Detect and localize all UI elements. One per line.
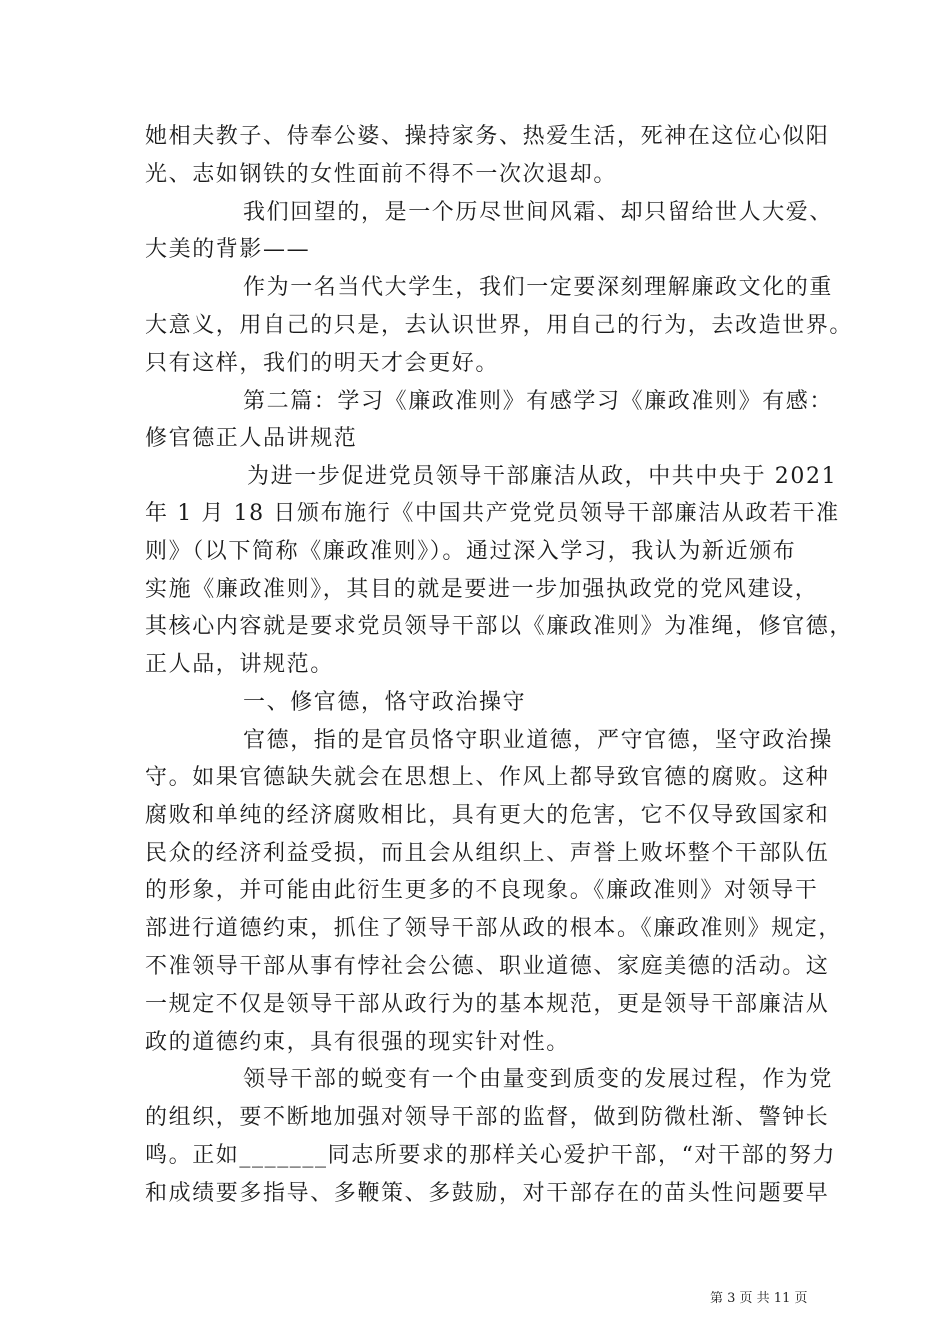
text-line: 其核心内容就是要求党员领导干部以《廉政准则》为准绳，修官德， xyxy=(145,614,854,639)
text-line: 的组织，要不断地加强对领导干部的监督，做到防微杜渐、警钟长 xyxy=(145,1105,830,1130)
text-line: 她相夫教子、侍奉公婆、操持家务、热爱生活，死神在这位心似阳 xyxy=(145,124,830,149)
text-line: 不准领导干部从事有悖社会公德、职业道德、家庭美德的活动。这 xyxy=(145,954,830,979)
text-line: 大意义，用自己的只是，去认识世界，用自己的行为，去改造世界。 xyxy=(145,313,854,338)
text-line: 鸣。正如_______同志所要求的那样关心爱护干部，“对干部的努力 xyxy=(145,1143,837,1168)
subsection-heading: 一、修官德，恪守政治操守 xyxy=(243,690,527,715)
text-line: 年 1 月 18 日颁布施行《中国共产党党员领导干部廉洁从政若干准 xyxy=(145,501,840,526)
text-line: 腐败和单纯的经济腐败相比，具有更大的危害，它不仅导致国家和 xyxy=(145,803,830,828)
text-line: 大美的背影—— xyxy=(145,237,311,262)
text-line: 一规定不仅是领导干部从政行为的基本规范，更是领导干部廉洁从 xyxy=(145,992,830,1017)
text-line: 官德，指的是官员恪守职业道德，严守官德，坚守政治操 xyxy=(243,728,834,753)
text-line: 我们回望的，是一个历尽世间风霜、却只留给世人大爱、 xyxy=(243,200,834,225)
text-line: 民众的经济利益受损，而且会从组织上、声誉上败坏整个干部队伍 xyxy=(145,841,830,866)
text-line: 则》（以下简称《廉政准则》）。通过深入学习，我认为新近颁布 xyxy=(145,539,797,564)
text-line: 的形象，并可能由此衍生更多的不良现象。《廉政准则》对领导干 xyxy=(145,878,819,903)
text-line: 只有这样，我们的明天才会更好。 xyxy=(145,351,500,376)
text-line: 守。如果官德缺失就会在思想上、作风上都导致官德的腐败。这种 xyxy=(145,765,830,790)
text-line: 正人品，讲规范。 xyxy=(145,652,334,677)
text-line: 光、志如钢铁的女性面前不得不一次次退却。 xyxy=(145,162,618,187)
section-heading: 第二篇：学习《廉政准则》有感学习《廉政准则》有感： xyxy=(243,389,834,414)
page-number: 第 3 页 共 11 页 xyxy=(710,1291,808,1306)
text-line: 领导干部的蜕变有一个由量变到质变的发展过程，作为党 xyxy=(243,1067,834,1092)
section-heading: 修官德正人品讲规范 xyxy=(145,426,358,451)
text-line: 和成绩要多指导、多鞭策、多鼓励，对干部存在的苗头性问题要早 xyxy=(145,1181,830,1206)
text-line: 作为一名当代大学生，我们一定要深刻理解廉政文化的重 xyxy=(243,275,834,300)
text-line: 为进一步促进党员领导干部廉洁从政，中共中央于 2021 xyxy=(247,464,838,489)
text-line: 部进行道德约束，抓住了领导干部从政的根本。《廉政准则》规定， xyxy=(145,916,843,941)
text-line: 实施《廉政准则》，其目的就是要进一步加强执政党的党风建设， xyxy=(145,577,819,602)
text-line: 政的道德约束，具有很强的现实针对性。 xyxy=(145,1030,570,1055)
